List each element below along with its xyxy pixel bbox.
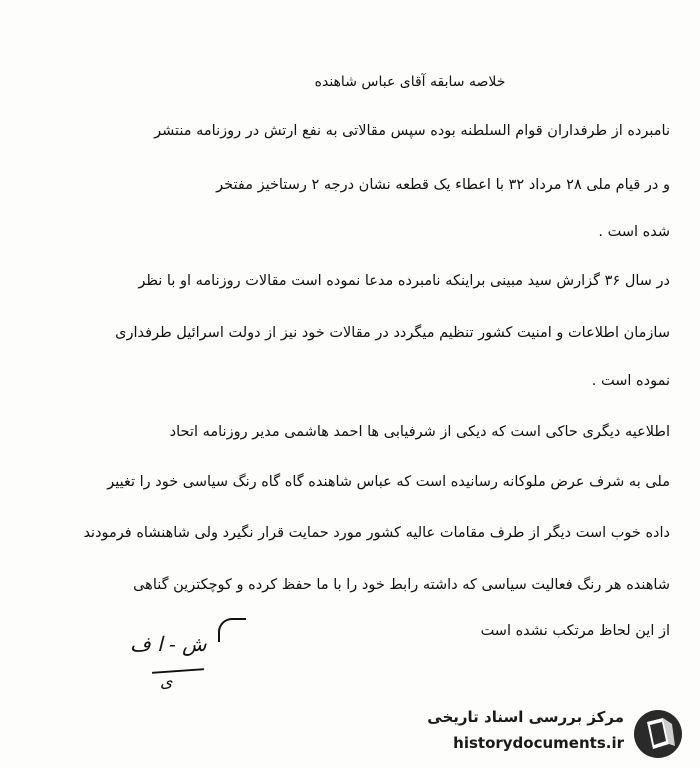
handwritten-signature: [110, 610, 260, 700]
body-line-3: شده است .: [598, 224, 670, 240]
archive-watermark: [398, 700, 688, 762]
signature-subtext: ی: [160, 672, 173, 691]
book-page-icon: [632, 708, 684, 760]
body-line-5: سازمان اطلاعات و امنیت کشور تنظیم میگردد در مقالات خود نیز از دولت اسرائیل طرفداری: [115, 325, 670, 341]
body-line-7: اطلاعیه دیگری حاکی است که دیکی از شرفیابی ها احمد هاشمی مدیر روزنامه اتحاد: [169, 424, 670, 440]
body-line-10: شاهنده هر رنگ فعالیت سیاسی که داشته رابط خود را با ما حفظ کرده و کوچکترین گناهی: [133, 577, 670, 593]
document-title: خلاصه سابقه آقای عباس شاهنده: [314, 74, 506, 90]
body-line-2: و در قیام ملی ۲۸ مرداد ۳۲ با اعطاء یک قطعه نشان درجه ۲ رستاخیز مفتخر: [216, 177, 670, 193]
signature-flourish: [218, 618, 246, 642]
body-line-6: نموده است .: [591, 373, 670, 389]
body-line-1: نامبرده از طرفداران قوام السلطنه بوده سپس مقالاتی به نفع ارتش در روزنامه منتشر: [154, 123, 670, 139]
body-line-11: از این لحاظ مرتکب نشده است: [480, 623, 670, 639]
body-line-8: ملی به شرف عرض ملوکانه رسانیده است که عباس شاهنده گاه گاه رنگ سیاسی خود را تغییر: [107, 474, 670, 490]
signature-text: ش - ا ف: [130, 632, 207, 656]
watermark-url: historydocuments.ir: [453, 734, 624, 752]
watermark-title: مرکز بررسی اسناد تاریخی: [427, 708, 624, 726]
body-line-4: در سال ۳۶ گزارش سید مبینی براینکه نامبرده مدعا نموده است مقالات روزنامه او با نظر: [138, 273, 670, 289]
body-line-9: داده خوب است دیگر از طرف مقامات عالیه کشور مورد حمایت قرار نگیرد ولی شاهنشاه فرمودند: [83, 525, 670, 541]
